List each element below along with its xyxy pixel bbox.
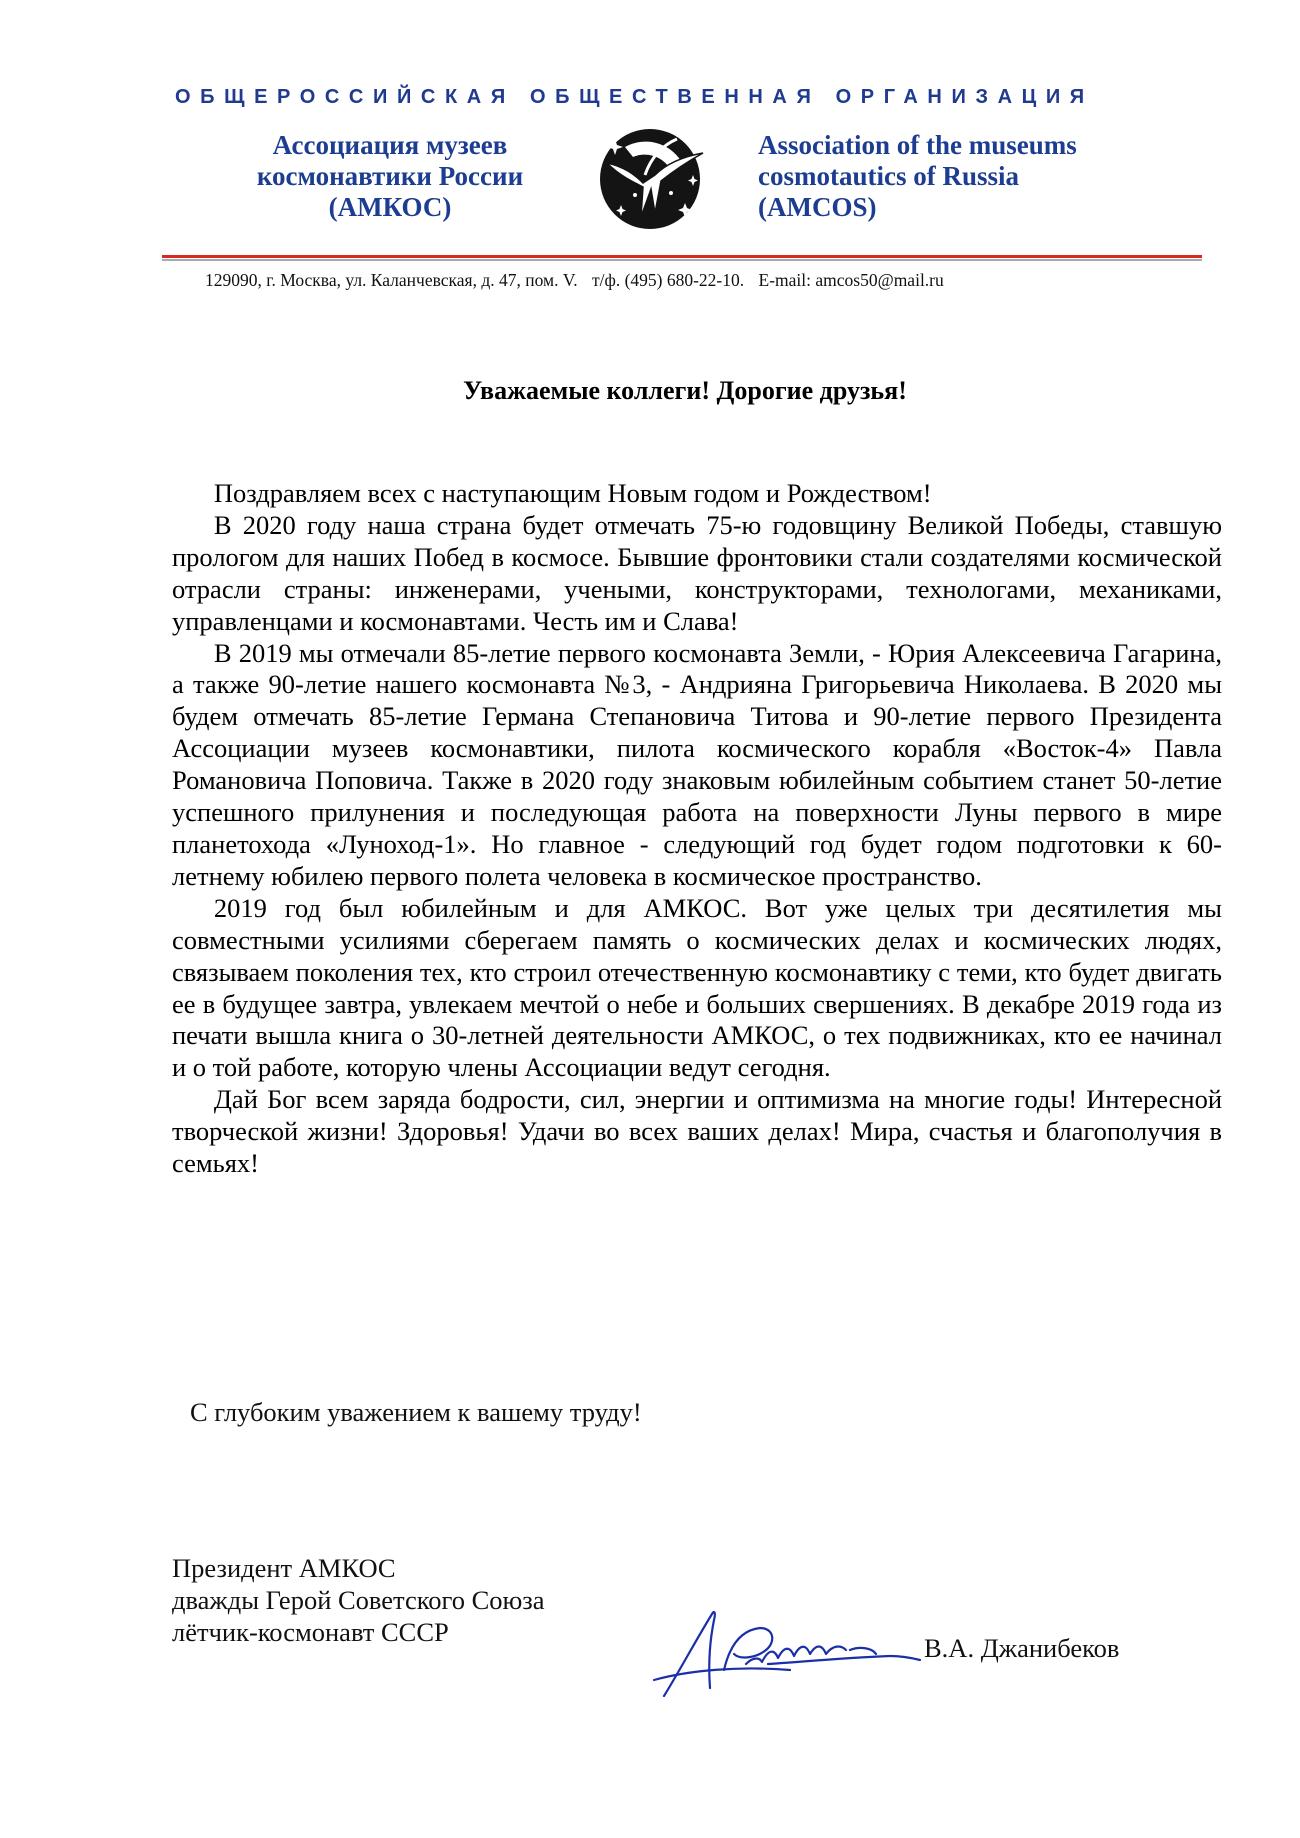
name-ru-line-2: космонавтики России xyxy=(256,161,524,191)
letter-paragraph: Дай Бог всем заряда бодрости, сил, энергии и оптимизма на многие годы! Интересной творческой жизни! Здоровья! Удачи во всех ваших делах! Мира, счастья и благополучия в семьях! xyxy=(172,1084,1222,1179)
signer-title-line: Президент АМКОС xyxy=(172,1553,396,1583)
letter-closing: С глубоким уважением к вашему труду! xyxy=(190,1397,642,1427)
letter-greeting: Уважаемые коллеги! Дорогие друзья! xyxy=(463,376,907,405)
name-ru-line-3: (АМКОС) xyxy=(328,192,452,222)
name-en-line-1: Association of the museums xyxy=(758,130,1077,160)
organization-type: ОБЩЕРОССИЙСКАЯ ОБЩЕСТВЕННАЯ ОРГАНИЗАЦИЯ xyxy=(175,86,1094,108)
letter-paragraph: Поздравляем всех с наступающим Новым годом и Рождеством! xyxy=(213,478,932,508)
signer-title-line: лётчик-космонавт СССР xyxy=(172,1617,449,1647)
handwritten-signature xyxy=(650,1600,930,1700)
header-divider-shadow xyxy=(162,259,1202,261)
organization-name-ru xyxy=(225,130,555,223)
contact-address: 129090, г. Москва, ул. Каланчевская, д. 47, пом. V. xyxy=(205,270,578,290)
contact-phone: т/ф. (495) 680-22-10. xyxy=(591,270,745,290)
letter-paragraph: В 2020 году наша страна будет отмечать 75-ю годовщину Великой Победы, ставшую прологом для наших Побед в космосе. Бывшие фронтовики стали создателями космической отрасли страны: инженерами, учеными, конструкторами, технологами, механиками, управленцами и космонавтами. Честь им и Слава! xyxy=(172,509,1222,636)
header-divider-red xyxy=(162,255,1202,258)
name-en-line-3: (AMCOS) xyxy=(758,192,877,222)
signer-titles xyxy=(172,1552,545,1648)
signer-name: В.А. Джанибеков xyxy=(924,1633,1120,1663)
contact-line xyxy=(205,270,1205,291)
name-ru-line-1: Ассоциация музеев xyxy=(272,130,508,160)
signer-title-line: дважды Герой Советского Союза xyxy=(172,1585,545,1615)
letter-body xyxy=(172,478,1222,1180)
letter-paragraph: В 2019 мы отмечали 85-летие первого космонавта Земли, - Юрия Алексеевича Гагарина, а также 90-летие нашего космонавта №3, - Андрияна Григорьевича Николаева. В 2020 мы будем отмечать 85-летие Германа Степановича Титова и 90-летие первого Президента Ассоциации музеев космонавтики, пилота космического корабля «Восток-4» Павла Романовича Поповича. Также в 2020 году знаковым юбилейным событием станет 50-летие успешного прилунения и последующая работа на поверхности Луны первого в мире планетохода «Луноход-1». Но главное - следующий год будет годом подготовки к 60-летнему юбилею первого полета человека в космическое пространство. xyxy=(172,637,1222,891)
letter-paragraph: 2019 год был юбилейным и для АМКОС. Вот уже целых три десятилетия мы совместными усилиями сберегаем память о космических делах и космических людях, связываем поколения тех, кто строил отечественную космонавтику с теми, кто будет двигать ее в будущее завтра, увлекаем мечтой о небе и больших свершениях. В декабре 2019 года из печати вышла книга о 30-летней деятельности АМКОС, о тех подвижниках, кто ее начинал и о той работе, которую члены Ассоциации ведут сегодня. xyxy=(172,892,1222,1083)
name-en-line-2: cosmotautics of Russia xyxy=(758,161,1019,191)
contact-email: E-mail: amcos50@mail.ru xyxy=(758,270,944,290)
amcos-emblem-logo xyxy=(585,117,715,235)
organization-name-en xyxy=(758,130,1178,223)
